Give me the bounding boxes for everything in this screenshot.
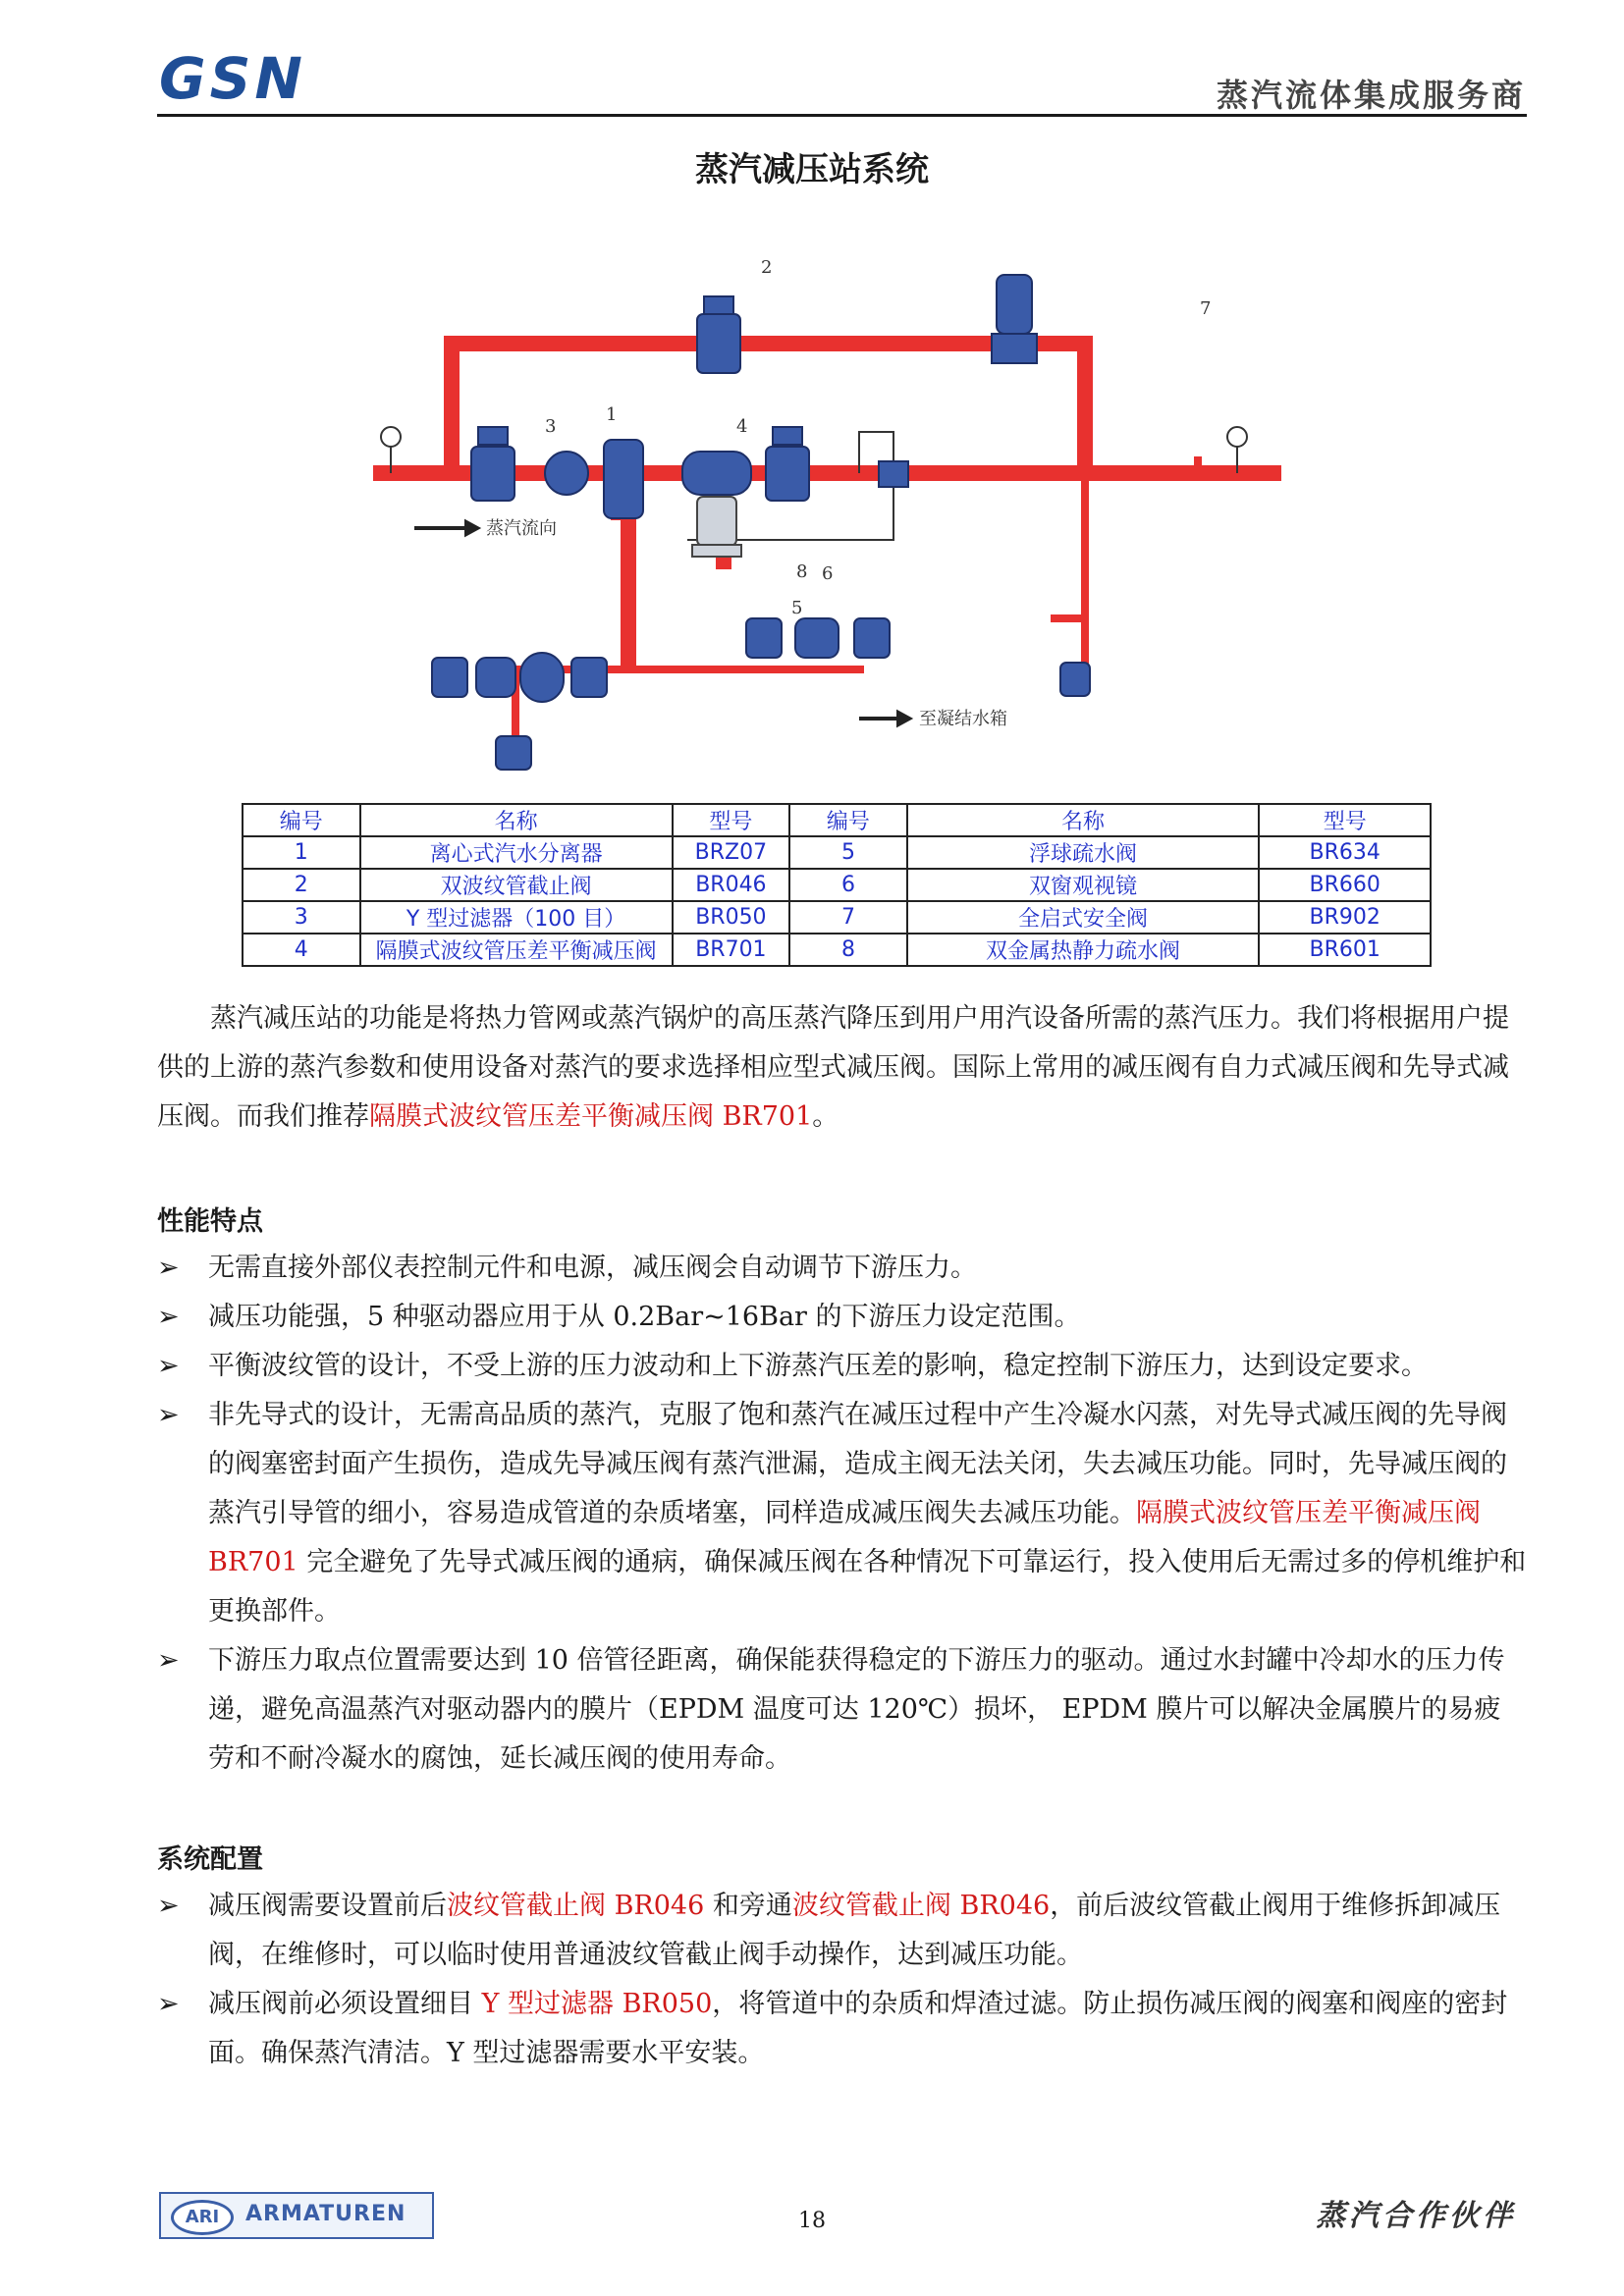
config-bullet-1 xyxy=(157,1882,1527,1980)
table-row xyxy=(243,836,1431,869)
config-highlight: 波纹管截止阀 BR046 xyxy=(447,1891,705,1921)
table-row xyxy=(243,934,1431,966)
config-text-part: 减压阀前必须设置细目 xyxy=(208,1989,482,2019)
header-divider xyxy=(157,114,1527,117)
table-cell: 3 xyxy=(243,901,360,934)
page-title: 蒸汽减压站系统 xyxy=(695,150,929,189)
table-header: 编号 xyxy=(789,804,907,836)
callout-5: 5 xyxy=(791,598,803,618)
table-cell: BR050 xyxy=(673,901,790,934)
config-text xyxy=(208,1882,1527,1980)
table-cell: 6 xyxy=(789,869,907,901)
table-cell: BR902 xyxy=(1259,901,1431,934)
table-cell: 隔膜式波纹管压差平衡减压阀 xyxy=(360,934,673,966)
table-cell: 1 xyxy=(243,836,360,869)
table-row xyxy=(243,901,1431,934)
feature-text: 下游压力取点位置需要达到 10 倍管径距离，确保能获得稳定的下游压力的驱动。通过水封罐中冷却水的压力传递，避免高温蒸汽对驱动器内的膜片（EPDM 温度可达 120℃）损坏， EPDM 膜片可以解决金属膜片的易疲劳和不耐冷凝水的腐蚀，延长减压阀的使用寿命。 xyxy=(208,1645,1505,1774)
feature-text: 减压功能强，5 种驱动器应用于从 0.2Bar~16Bar 的下游压力设定范围。 xyxy=(208,1302,1081,1332)
table-header: 型号 xyxy=(673,804,790,836)
table-cell: BR660 xyxy=(1259,869,1431,901)
table-row xyxy=(243,869,1431,901)
bullet-arrow-icon: ➢ xyxy=(157,1253,180,1283)
table-cell: 浮球疏水阀 xyxy=(907,836,1260,869)
feature-text-part: 完全避免了先导式减压阀的通病，确保减压阀在各种情况下可靠运行，投入使用后无需过多的停机维护和更换部件。 xyxy=(208,1547,1527,1627)
config-highlight: 波纹管截止阀 BR046 xyxy=(791,1891,1051,1921)
table-header: 编号 xyxy=(243,804,360,836)
table-cell: 双窗观视镜 xyxy=(907,869,1260,901)
table-header-row xyxy=(243,804,1431,836)
table-cell: 双金属热静力疏水阀 xyxy=(907,934,1260,966)
config-heading: 系统配置 xyxy=(157,1844,263,1875)
config-highlight: Y 型过滤器 BR050 xyxy=(481,1989,713,2019)
gsn-logo: GSN xyxy=(159,45,306,112)
steam-pressure-reducing-station-diagram xyxy=(363,245,1306,795)
label-to-condensate-tank: 至凝结水箱 xyxy=(919,709,1007,729)
callout-1: 1 xyxy=(606,404,618,425)
features-heading: 性能特点 xyxy=(157,1206,263,1237)
parts-table xyxy=(242,803,1432,967)
table-cell: 7 xyxy=(789,901,907,934)
feature-bullet-4 xyxy=(157,1391,1527,1636)
callout-4: 4 xyxy=(736,416,748,437)
config-bullet-2 xyxy=(157,1980,1527,2078)
config-text-part: 减压阀需要设置前后 xyxy=(208,1891,447,1921)
config-text xyxy=(208,1980,1527,2078)
callout-3: 3 xyxy=(545,416,557,437)
table-cell: BR634 xyxy=(1259,836,1431,869)
table-header: 名称 xyxy=(907,804,1260,836)
bullet-arrow-icon: ➢ xyxy=(157,1351,180,1381)
table-cell: 2 xyxy=(243,869,360,901)
table-header: 名称 xyxy=(360,804,673,836)
callout-8: 8 xyxy=(796,561,808,582)
table-cell: BR701 xyxy=(673,934,790,966)
feature-highlight: 隔膜式波纹管压差平衡减压阀 BR701 xyxy=(208,1498,1481,1577)
feature-text-part: 非先导式的设计，无需高品质的蒸汽，克服了饱和蒸汽在减压过程中产生冷凝水闪蒸，对先导式减压阀的先导阀的阀塞密封面产生损伤，造成先导减压阀有蒸汽泄漏，造成主阀无法关闭，失去减压功能。同时，先导减压阀的蒸汽引导管的细小，容易造成管道的杂质堵塞，同样造成减压阀失去减压功能。 xyxy=(208,1400,1507,1528)
feature-bullet-3 xyxy=(157,1342,1527,1391)
feature-bullet-5 xyxy=(157,1636,1527,1784)
label-steam-flow: 蒸汽流向 xyxy=(486,518,557,539)
table-cell: 双波纹管截止阀 xyxy=(360,869,673,901)
table-cell: BRZ07 xyxy=(673,836,790,869)
table-cell: 4 xyxy=(243,934,360,966)
page-number: 18 xyxy=(798,2209,826,2233)
table-cell: BR601 xyxy=(1259,934,1431,966)
intro-highlight: 隔膜式波纹管压差平衡减压阀 BR701 xyxy=(369,1101,813,1132)
config-text-part: ，前后波纹管截止阀用于维修拆卸减压阀，在维修时，可以临时使用普通波纹管截止阀手动操作，达到减压功能。 xyxy=(208,1891,1501,1970)
callout-7: 7 xyxy=(1200,298,1212,319)
feature-text xyxy=(208,1391,1527,1636)
table-cell: BR046 xyxy=(673,869,790,901)
callout-6: 6 xyxy=(822,563,834,584)
armaturen-text: ARMATUREN xyxy=(245,2202,406,2226)
table-header: 型号 xyxy=(1259,804,1431,836)
intro-paragraph xyxy=(157,994,1527,1142)
feature-bullet-2 xyxy=(157,1293,1527,1342)
bullet-arrow-icon: ➢ xyxy=(157,1989,180,2019)
ari-badge: ARI xyxy=(171,2200,234,2235)
table-cell: Y 型过滤器（100 目） xyxy=(360,901,673,934)
header-tagline: 蒸汽流体集成服务商 xyxy=(1216,77,1526,114)
bullet-arrow-icon: ➢ xyxy=(157,1645,180,1676)
feature-text: 平衡波纹管的设计，不受上游的压力波动和上下游蒸汽压差的影响，稳定控制下游压力，达到设定要求。 xyxy=(208,1351,1428,1381)
feature-bullet-1 xyxy=(157,1244,1527,1293)
intro-text: 蒸汽减压站的功能是将热力管网或蒸汽锅炉的高压蒸汽降压到用户用汽设备所需的蒸汽压力。我们将根据用户提供的上游的蒸汽参数和使用设备对蒸汽的要求选择相应型式减压阀。国际上常用的减压阀有自力式减压阀和先导式减压阀。而我们推荐 xyxy=(157,1003,1509,1132)
feature-text: 无需直接外部仪表控制元件和电源，减压阀会自动调节下游压力。 xyxy=(208,1253,977,1283)
table-cell: 离心式汽水分离器 xyxy=(360,836,673,869)
config-text-part: 和旁通 xyxy=(704,1891,792,1921)
table-cell: 全启式安全阀 xyxy=(907,901,1260,934)
config-text-part: ，将管道中的杂质和焊渣过滤。防止损伤减压阀的阀塞和阀座的密封面。确保蒸汽清洁。Y 型过滤器需要水平安装。 xyxy=(208,1989,1508,2068)
steam-partner-signature: 蒸汽合作伙伴 xyxy=(1316,2199,1516,2233)
bullet-arrow-icon: ➢ xyxy=(157,1302,180,1332)
table-cell: 8 xyxy=(789,934,907,966)
intro-end: 。 xyxy=(812,1101,839,1132)
bullet-arrow-icon: ➢ xyxy=(157,1891,180,1921)
callout-2-top: 2 xyxy=(761,257,773,278)
table-cell: 5 xyxy=(789,836,907,869)
bullet-arrow-icon: ➢ xyxy=(157,1400,180,1430)
